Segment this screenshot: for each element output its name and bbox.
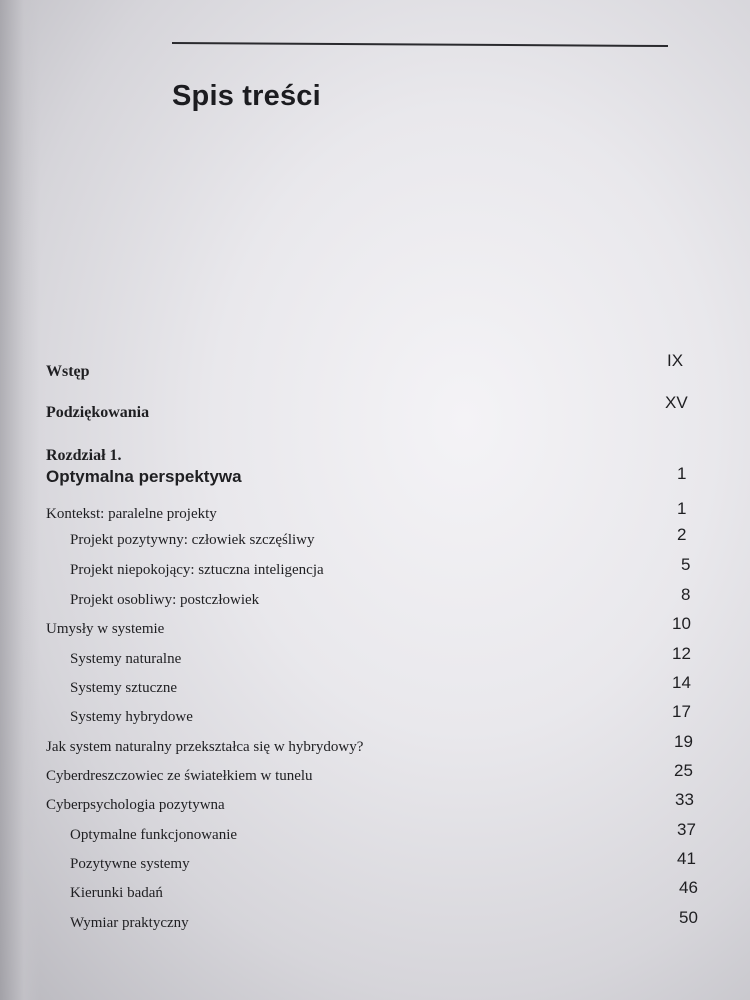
toc-entry-label: Projekt niepokojący: sztuczna inteligencja bbox=[70, 562, 324, 578]
toc-entry-page: 17 bbox=[672, 702, 691, 721]
toc-entry-page: 2 bbox=[677, 525, 687, 544]
toc-entry-label: Podziękowania bbox=[46, 404, 150, 421]
page-shadow bbox=[0, 0, 40, 1000]
toc-entry-page: 33 bbox=[675, 790, 694, 809]
toc-entry-label: Systemy hybrydowe bbox=[70, 709, 193, 725]
toc-entry-label: Projekt pozytywny: człowiek szczęśliwy bbox=[70, 532, 315, 548]
chapter-number: Rozdział 1. bbox=[46, 447, 122, 464]
toc-entry-label: Kontekst: paralelne projekty bbox=[46, 506, 217, 522]
toc-entry-label: Wymiar praktyczny bbox=[70, 915, 189, 931]
toc-entry-page: 46 bbox=[679, 878, 698, 897]
toc-entry-page: XV bbox=[665, 393, 688, 412]
toc-entry-page: 14 bbox=[672, 673, 691, 692]
toc-entry-label: Jak system naturalny przekształca się w hybrydowy? bbox=[46, 739, 364, 755]
chapter-page: 1 bbox=[677, 464, 687, 483]
toc-entry-label: Umysły w systemie bbox=[46, 621, 165, 637]
toc-entry-page: 1 bbox=[677, 499, 687, 518]
page-title: Spis treści bbox=[172, 80, 321, 112]
toc-entry-page: 19 bbox=[674, 732, 693, 751]
toc-entry-label: Systemy naturalne bbox=[70, 651, 182, 667]
toc-entry-page: 8 bbox=[681, 585, 691, 604]
toc-entry-label: Optymalne funkcjonowanie bbox=[70, 827, 238, 843]
top-rule bbox=[172, 42, 668, 47]
toc-entry-label: Cyberdreszczowiec ze światełkiem w tunelu bbox=[46, 768, 313, 784]
toc-entry-label: Wstęp bbox=[46, 363, 90, 380]
toc-entry-page: 10 bbox=[672, 614, 691, 633]
toc-entry-page: 37 bbox=[677, 820, 696, 839]
toc-entry-label: Pozytywne systemy bbox=[70, 856, 190, 872]
toc-entry-page: 25 bbox=[674, 761, 693, 780]
toc-entry-label: Projekt osobliwy: postczłowiek bbox=[70, 592, 260, 608]
toc-entry-page: 41 bbox=[677, 849, 696, 868]
toc-entry-label: Cyberpsychologia pozytywna bbox=[46, 797, 225, 813]
chapter-title: Optymalna perspektywa bbox=[46, 467, 242, 486]
toc-entry-page: 5 bbox=[681, 555, 691, 574]
toc-entry-page: 50 bbox=[679, 908, 698, 927]
toc-entry-label: Systemy sztuczne bbox=[70, 680, 178, 696]
toc-entry-page: IX bbox=[667, 351, 684, 370]
toc-entry-label: Kierunki badań bbox=[70, 885, 163, 901]
toc-entry-page: 12 bbox=[672, 644, 691, 663]
